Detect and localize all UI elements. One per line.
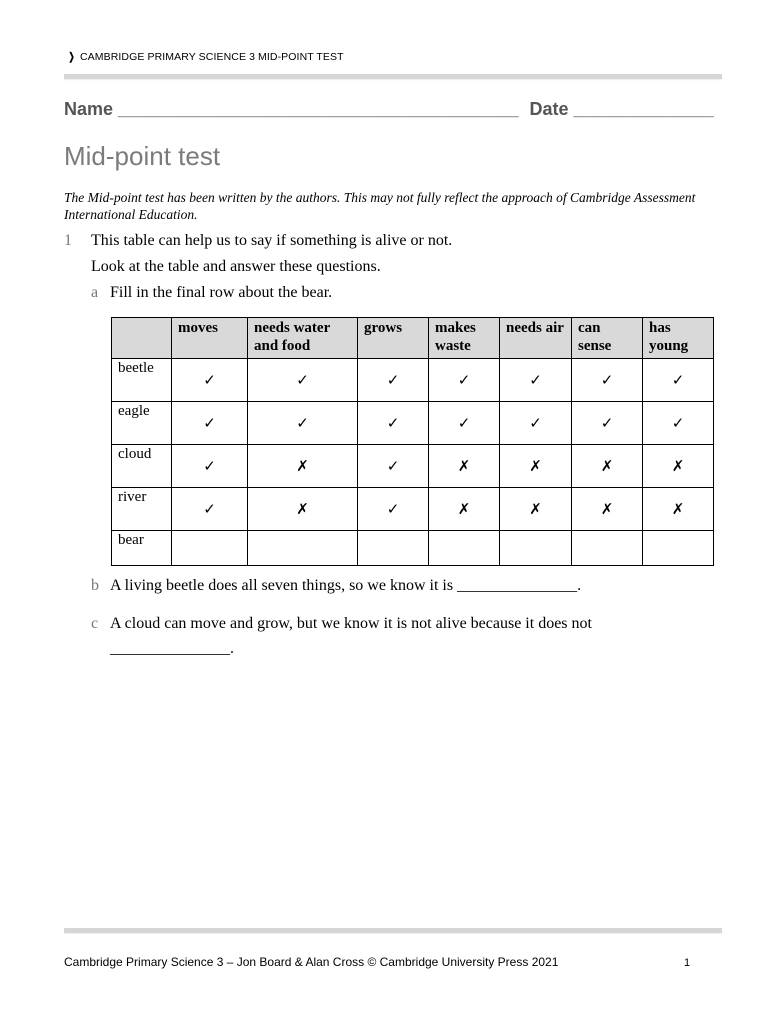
part-a-text: Fill in the final row about the bear. (110, 284, 333, 301)
question-number: 1 (64, 232, 72, 249)
cross-mark-icon: ✗ (248, 488, 358, 531)
check-mark-icon: ✓ (248, 359, 358, 402)
check-mark-icon: ✓ (500, 402, 572, 445)
check-mark-icon: ✓ (429, 402, 500, 445)
table-row (112, 359, 714, 402)
cross-mark-icon: ✗ (572, 488, 643, 531)
page-title: Mid-point test (64, 141, 221, 171)
running-header-text: CAMBRIDGE PRIMARY SCIENCE 3 MID-POINT TEST (80, 51, 344, 63)
question-instruction: Look at the table and answer these questions. (91, 258, 381, 275)
chevron-right-icon: ❯ (68, 51, 75, 63)
part-b-label: b (91, 577, 99, 594)
name-field[interactable]: ________________________________________ (118, 99, 519, 119)
answer-cell[interactable] (172, 531, 248, 566)
cross-mark-icon: ✗ (248, 445, 358, 488)
table-row (112, 488, 714, 531)
row-label: bear (112, 531, 172, 566)
check-mark-icon: ✓ (358, 488, 429, 531)
column-header: moves (172, 318, 248, 359)
header-rule (64, 74, 722, 79)
column-header: makes waste (429, 318, 500, 359)
table-header-row (112, 318, 714, 359)
column-header: grows (358, 318, 429, 359)
answer-cell[interactable] (572, 531, 643, 566)
answer-cell[interactable] (500, 531, 572, 566)
column-header: can sense (572, 318, 643, 359)
table-row (112, 445, 714, 488)
check-mark-icon: ✓ (643, 402, 714, 445)
running-header (67, 51, 344, 63)
part-c-text: A cloud can move and grow, but we know it is not alive because it does not (110, 615, 592, 632)
table-row (112, 402, 714, 445)
check-mark-icon: ✓ (572, 359, 643, 402)
table-row (112, 531, 714, 566)
row-label: eagle (112, 402, 172, 445)
cross-mark-icon: ✗ (572, 445, 643, 488)
cross-mark-icon: ✗ (643, 445, 714, 488)
cross-mark-icon: ✗ (429, 488, 500, 531)
footer-copyright: Cambridge Primary Science 3 – Jon Board & Alan Cross © Cambridge University Press 2021 (64, 955, 559, 969)
answer-cell[interactable] (358, 531, 429, 566)
check-mark-icon: ✓ (358, 402, 429, 445)
question-intro: This table can help us to say if something is alive or not. (91, 232, 453, 249)
check-mark-icon: ✓ (172, 488, 248, 531)
answer-cell[interactable] (643, 531, 714, 566)
row-label: beetle (112, 359, 172, 402)
cross-mark-icon: ✗ (429, 445, 500, 488)
answer-cell[interactable] (429, 531, 500, 566)
part-b-text: A living beetle does all seven things, so we know it is _______________. (110, 577, 582, 594)
cross-mark-icon: ✗ (500, 488, 572, 531)
row-label: river (112, 488, 172, 531)
footer-rule (64, 928, 722, 933)
date-field[interactable]: ______________ (573, 99, 714, 119)
column-header: has young (643, 318, 714, 359)
cross-mark-icon: ✗ (500, 445, 572, 488)
name-label: Name (64, 99, 114, 119)
check-mark-icon: ✓ (358, 445, 429, 488)
cross-mark-icon: ✗ (643, 488, 714, 531)
check-mark-icon: ✓ (172, 359, 248, 402)
date-label: Date (529, 99, 569, 119)
part-c-label: c (91, 615, 99, 632)
page-number: 1 (684, 957, 691, 969)
name-date-line (64, 99, 714, 120)
check-mark-icon: ✓ (643, 359, 714, 402)
disclaimer: The Mid-point test has been written by the authors. This may not fully reflect the approach of Cambridge Assessment International Education. (64, 190, 696, 222)
check-mark-icon: ✓ (172, 445, 248, 488)
row-label: cloud (112, 445, 172, 488)
column-header: needs air (500, 318, 572, 359)
table-corner-cell (112, 318, 172, 359)
check-mark-icon: ✓ (500, 359, 572, 402)
answer-cell[interactable] (248, 531, 358, 566)
check-mark-icon: ✓ (172, 402, 248, 445)
check-mark-icon: ✓ (429, 359, 500, 402)
check-mark-icon: ✓ (572, 402, 643, 445)
check-mark-icon: ✓ (248, 402, 358, 445)
column-header: needs water and food (248, 318, 358, 359)
characteristics-table (111, 317, 714, 566)
part-c-answer-blank[interactable]: _______________. (110, 640, 234, 657)
part-a-label: a (91, 284, 99, 301)
check-mark-icon: ✓ (358, 359, 429, 402)
